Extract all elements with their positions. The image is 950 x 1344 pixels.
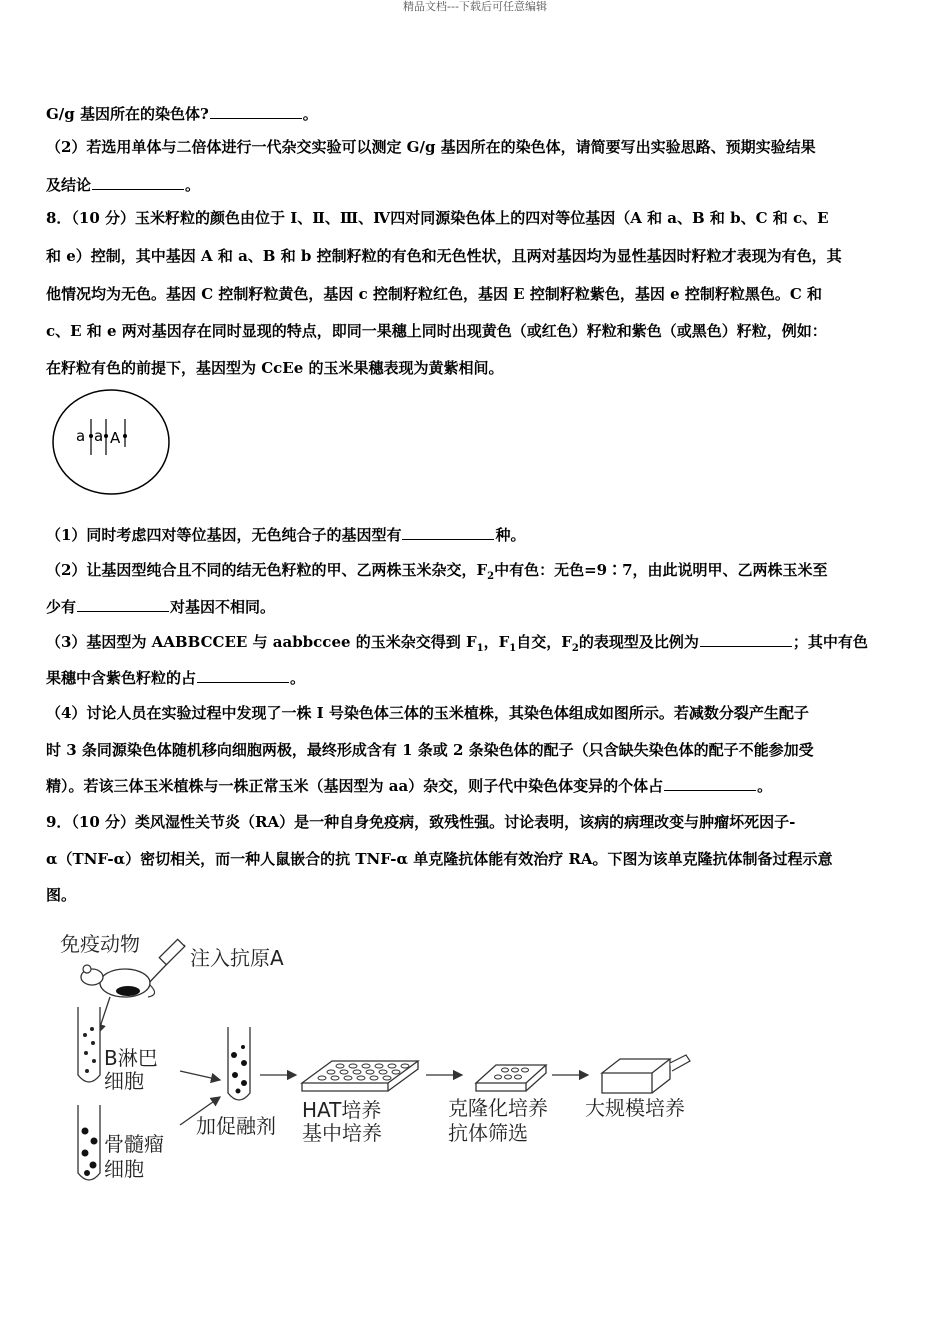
fusion-test-tube [228, 1027, 250, 1100]
trisomy-cell-figure [48, 385, 178, 500]
sub-question-3: 果穗中含紫色籽粒的占 。 [46, 669, 306, 687]
sub-question-1: （1）同时考虑四对等位基因，无色纯合子的基因型有 种。 [46, 526, 526, 544]
sub-question-4: 精）。若该三体玉米植株与一株正常玉米（基因型为 aa）杂交，则子代中染色体变异的个体占 。 [46, 777, 773, 795]
answer-blank[interactable] [700, 632, 792, 647]
hat-label: 基中培养 [302, 1121, 382, 1145]
scale-label: 大规模培养 [585, 1096, 685, 1120]
sub-question-4: 时 3 条同源染色体随机移向细胞两极，最终形成含有 1 条或 2 条染色体的配子（只含缺失染色体的配子不能参加受 [46, 741, 814, 759]
centromere [123, 434, 127, 438]
sub-question-2: 少有 对基因不相同。 [46, 598, 276, 616]
myeloma-label: 细胞 [104, 1157, 144, 1181]
mouse-icon [81, 965, 155, 997]
text-line: G/g 基因所在的染色体? 。 [46, 105, 318, 123]
sub-question-2: （2）让基因型纯合且不同的结无色籽粒的甲、乙两株玉米杂交，$F_2$中有色：无色=9∶7，由此说明甲、乙两株玉米至 [46, 561, 828, 582]
question-8-line: 8．（10 分）玉米籽粒的颜色由位于 Ⅰ、Ⅱ、Ⅲ、Ⅳ四对同源染色体上的四对等位基因（A 和 a、B 和 b、C 和 c、E [46, 209, 829, 227]
text-line: （2）若选用单体与二倍体进行一代杂交实验可以测定 G/g 基因所在的染色体，请简要写出实验思路、预期实验结果 [46, 138, 816, 156]
answer-blank[interactable] [664, 776, 756, 791]
answer-blank[interactable] [77, 597, 169, 612]
question-9-line: 图。 [46, 886, 77, 904]
question-9-line: α（TNF-α）密切相关，而一种人鼠嵌合的抗 TNF-α 单克隆抗体能有效治疗 RA。下图为该单克隆抗体制备过程示意 [46, 850, 833, 868]
b-cell-label: B淋巴 [104, 1046, 158, 1070]
gene-label: A [110, 429, 121, 447]
answer-blank[interactable] [92, 175, 184, 190]
b-cell-label: 细胞 [104, 1069, 144, 1093]
clone-label: 克隆化培养 [448, 1096, 548, 1120]
inject-label: 注入抗原A [190, 946, 284, 970]
question-8-line: 在籽粒有色的前提下，基因型为 CcEe 的玉米果穗表现为黄紫相间。 [46, 359, 504, 377]
b-cell-test-tube [78, 1007, 100, 1082]
centromere [104, 434, 108, 438]
myeloma-test-tube [78, 1105, 100, 1180]
question-8-line: 和 e）控制，其中基因 A 和 a、B 和 b 控制籽粒的有色和无色性状，且两对基因均为显性基因时籽粒才表现为有色，其 [46, 247, 842, 265]
clone-culture-plate [476, 1065, 546, 1091]
hat-label: HAT培养 [302, 1098, 382, 1122]
answer-blank[interactable] [197, 668, 289, 683]
sub-question-3: （3）基因型为 AABBCCEE 与 aabbccee 的玉米杂交得到 $F_1$，$F_1$自交，$F_2$的表现型及比例为 ；其中有色 [46, 633, 868, 654]
centromere [89, 434, 93, 438]
gene-label: a [76, 427, 86, 445]
arrow [180, 1071, 220, 1080]
text-line: 及结论 。 [46, 176, 201, 194]
page-header: 精品文档---下载后可任意编辑 [403, 0, 547, 13]
question-9-line: 9．（10 分）类风湿性关节炎（RA）是一种自身免疫病，致残性强。讨论表明，该病的病理改变与肿瘤坏死因子- [46, 813, 796, 831]
animal-label: 免疫动物 [60, 932, 140, 956]
clone-label: 抗体筛选 [448, 1121, 528, 1145]
myeloma-label: 骨髓瘤 [104, 1132, 164, 1156]
fusion-label: 加促融剂 [196, 1114, 276, 1138]
question-8-line: c、E 和 e 两对基因存在同时显现的特点，即同一果穗上同时出现黄色（或红色）籽粒和紫色（或黑色）籽粒，例如： [46, 322, 827, 340]
sub-question-4: （4）讨论人员在实验过程中发现了一株 Ⅰ 号染色体三体的玉米植株，其染色体组成如图所示。若减数分裂产生配子 [46, 704, 809, 722]
culture-flask [602, 1055, 690, 1093]
antibody-process-figure [40, 925, 720, 1200]
answer-blank[interactable] [402, 525, 494, 540]
gene-label: a [94, 427, 104, 445]
syringe-icon [145, 939, 185, 987]
question-8-line: 他情况均为无色。基因 C 控制籽粒黄色，基因 c 控制籽粒红色，基因 E 控制籽粒紫色，基因 e 控制籽粒黑色。C 和 [46, 285, 822, 303]
hat-culture-plate [302, 1061, 418, 1091]
answer-blank[interactable] [210, 104, 302, 119]
